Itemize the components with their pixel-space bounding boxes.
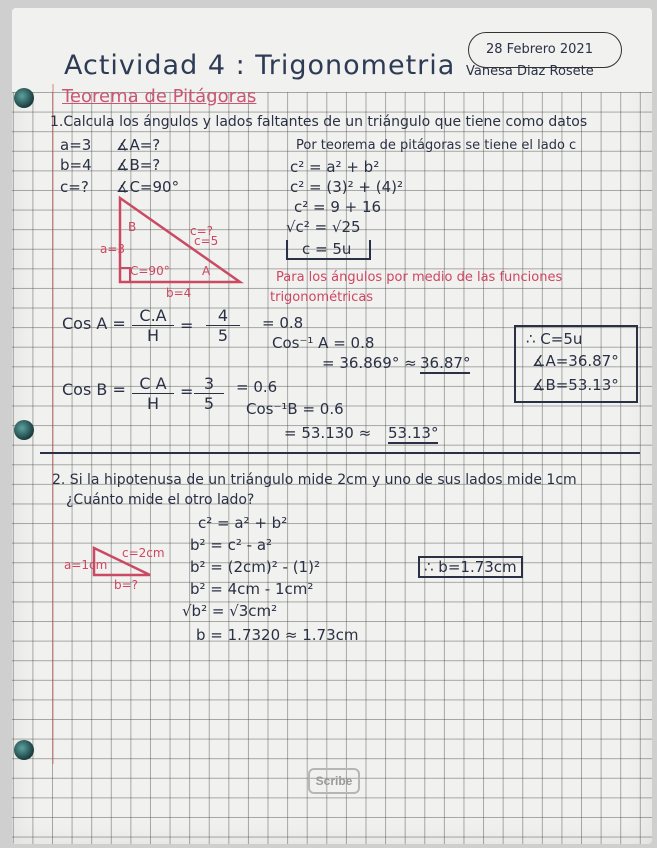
result-angle-a: ∡A=36.87°	[532, 352, 619, 370]
date-text: 28 Febrero 2021	[486, 42, 593, 57]
given-angle-b: ∡B=?	[116, 156, 161, 174]
triangle2-label-c: c=2cm	[122, 546, 165, 560]
p2-step-5: √b² = √3cm²	[182, 602, 278, 620]
binder-hole	[14, 420, 34, 440]
cosA-equals: =	[180, 316, 194, 335]
triangle1-label-c-unknown: c=?	[190, 224, 214, 238]
triangle1-label-b: b=4	[166, 286, 192, 300]
right-angle-mark	[120, 268, 130, 282]
scribe-logo: Scribe	[308, 768, 360, 794]
given-c: c=?	[60, 178, 89, 196]
triangle1-label-a: a=3	[100, 242, 126, 256]
cosB-numerator: C A	[132, 374, 174, 394]
problem2-statement: 2. Si la hipotenusa de un triángulo mide 2cm y uno de sus lados mide 1cm	[52, 472, 577, 488]
cosB-equals: =	[180, 382, 194, 401]
cosB-decimal: = 0.6	[236, 378, 278, 396]
problem2-answer: ∴ b=1.73cm	[418, 556, 523, 578]
pythagoras-intro: Por teorema de pitágoras se tiene el lado c	[296, 138, 577, 153]
cosB-fraction	[132, 374, 174, 413]
cosA-denominator: H	[146, 326, 160, 345]
pyth-step-4: √c² = √25	[286, 218, 361, 236]
given-angle-c: ∡C=90°	[116, 178, 180, 196]
cosA-den-value: 5	[217, 326, 229, 345]
cosA-result: 36.87°	[420, 354, 471, 372]
triangle1-label-c-value: c=5	[194, 234, 219, 248]
binder-hole	[14, 740, 34, 760]
cosB-denominator: H	[146, 394, 160, 413]
author-name: Vanesa Diaz Rosete	[466, 64, 594, 79]
cosB-lhs: Cos B =	[62, 380, 126, 399]
pyth-step-3: c² = 9 + 16	[294, 198, 382, 216]
p2-step-3: b² = (2cm)² - (1)²	[190, 558, 320, 576]
cosA-result-pre: = 36.869° ≈	[322, 354, 417, 372]
angles-intro-line2: trigonométricas	[270, 290, 374, 305]
cosB-num-value: 3	[194, 374, 224, 394]
pyth-step-2: c² = (3)² + (4)²	[290, 178, 403, 196]
section-divider	[40, 452, 640, 454]
given-b: b=4	[60, 156, 92, 174]
problem2-question: ¿Cuánto mide el otro lado?	[66, 492, 255, 508]
given-angle-a: ∡A=?	[116, 136, 161, 154]
cosA-fraction	[132, 306, 174, 345]
pyth-step-1: c² = a² + b²	[290, 158, 380, 176]
section-subtitle: Teorema de Pitágoras	[62, 86, 257, 107]
cosB-result: 53.13°	[388, 424, 439, 442]
p2-step-4: b² = 4cm - 1cm²	[190, 580, 314, 598]
p2-step-2: b² = c² - a²	[190, 536, 273, 554]
margin-line	[52, 84, 54, 764]
result-c: ∴ C=5u	[526, 330, 583, 348]
cosB-den-value: 5	[203, 394, 215, 413]
cosA-numerator: C.A	[132, 306, 174, 326]
cosA-lhs: Cos A =	[62, 314, 126, 333]
result-angle-b: ∡B=53.13°	[532, 376, 619, 394]
p2-step-1: c² = a² + b²	[198, 514, 288, 532]
binder-hole	[14, 88, 34, 108]
cosB-result-pre: = 53.130 ≈	[284, 424, 372, 442]
cosA-inverse: Cos⁻¹ A = 0.8	[272, 334, 375, 352]
triangle1-label-A: A	[202, 264, 211, 278]
triangle1-label-C: C=90°	[130, 264, 170, 278]
triangle2-label-a: a=1cm	[64, 558, 108, 572]
problem1-statement: 1.Calcula los ángulos y lados faltantes de un triángulo que tiene como datos	[50, 114, 588, 130]
triangle2-label-b: b=?	[114, 578, 139, 592]
given-a: a=3	[60, 136, 92, 154]
page-title: Actividad 4 : Trigonometria	[64, 50, 456, 81]
p2-step-6: b = 1.7320 ≈ 1.73cm	[196, 626, 359, 644]
pyth-result: c = 5u	[286, 240, 371, 260]
angles-intro-line1: Para los ángulos por medio de las funciones	[276, 270, 563, 285]
triangle1-label-B: B	[128, 220, 137, 234]
cosB-inverse: Cos⁻¹B = 0.6	[246, 400, 344, 418]
cosA-num-value: 4	[206, 306, 240, 326]
cosA-decimal: = 0.8	[262, 314, 304, 332]
cosA-fraction-value	[206, 306, 240, 345]
cosB-fraction-value	[194, 374, 224, 413]
